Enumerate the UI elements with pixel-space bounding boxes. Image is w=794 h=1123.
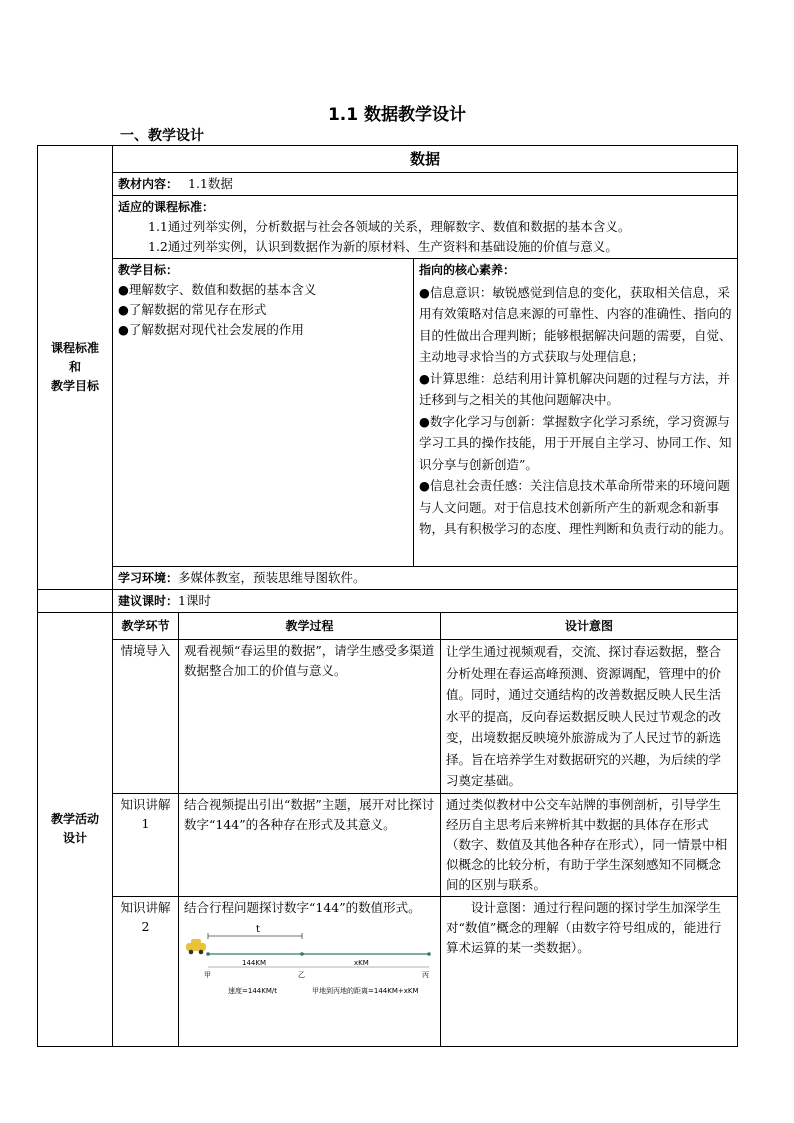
- goal-item: ●了解数据的常见存在形式: [118, 302, 267, 317]
- environment-row: 学习环境：多媒体教室，预装思维导图软件。: [113, 567, 738, 590]
- page-title: 1.1 数据教学设计: [327, 105, 467, 125]
- col-header-intent: 设计意图: [441, 613, 738, 640]
- col-header-stage: 教学环节: [113, 613, 179, 640]
- literacy-cell: 指向的核心素养： ●信息意识：敏锐感觉到信息的变化，获取相关信息，采用有效策略对信息来源的可靠性、内容的准确性、指向的目的性做出合理判断；能够根据解决问题的需要，自觉、主动地寻求恰当的方式获取与处理信息； ●计算思维：总结利用计算机解决问题的过程与方法，并迁移到与之相关的其他问题解决中。 ●数字化学习与创新：掌握数字化学习系统，学习资源与学习工具的操作技能，用于开展自主学习、协同工作、知识分享与创新创造”。 ●信息社会责任感：关注信息技术革命所带来的环境问题与人文问题。对于信息技术创新所产生的新观念和新事物，具有积极学习的态度、理性判断和负责行动的能力。: [414, 259, 738, 567]
- standard-item: 1.1通过列举实例，分析数据与社会各领域的关系，理解数字、数值和数据的基本含义。: [148, 219, 631, 234]
- literacy-item: ●信息社会责任感：关注信息技术革命所带来的环境问题与人文问题。对于信息技术创新所产生的新观念和新事物，具有积极学习的态度、理性判断和负责行动的能力。: [419, 478, 732, 536]
- distance-diagram: [184, 922, 434, 1000]
- diagram-point-c: 丙: [422, 970, 429, 979]
- diagram-speed: 速度=144KM/t: [228, 986, 277, 995]
- standards-row: 适应的课程标准： 1.1通过列举实例，分析数据与社会各领域的关系，理解数字、数值和数据的基本含义。 1.2通过列举实例，认识到数据作为新的原材料、生产资料和基础设施的价值与意义。: [113, 196, 738, 259]
- stage-cell: 情境导入: [113, 640, 179, 794]
- diagram-point-a: 甲: [204, 970, 211, 979]
- diagram-t-label: t: [256, 923, 260, 935]
- stage-cell: 知识讲解2: [113, 896, 179, 1046]
- literacy-item: ●信息意识：敏锐感觉到信息的变化，获取相关信息，采用有效策略对信息来源的可靠性、内容的准确性、指向的目的性做出合理判断；能够根据解决问题的需要，自觉、主动地寻求恰当的方式获取与处理信息；: [419, 284, 732, 364]
- stage-cell: 知识讲解1: [113, 793, 179, 896]
- goal-item: ●了解数据对现代社会发展的作用: [118, 322, 304, 337]
- literacy-item: ●计算思维：总结利用计算机解决问题的过程与方法，并迁移到与之相关的其他问题解决中。: [419, 370, 730, 407]
- process-cell: 结合行程问题探讨数字“144”的数值形式。 t 144KM xKM 甲 乙 丙 速度=144KM/t 甲地到丙地的距离=144KM+xKM: [179, 896, 441, 1046]
- diagram-distance: 甲地到丙地的距离=144KM+xKM: [312, 986, 419, 995]
- process-cell: 观看视频“春运里的数据”，请学生感受多渠道数据整合加工的价值与意义。: [179, 640, 441, 794]
- process-cell: 结合视频提出引出“数据”主题，展开对比探讨数字“144”的各种存在形式及其意义。: [179, 793, 441, 896]
- goal-item: ●理解数字、数值和数据的基本含义: [118, 282, 317, 297]
- intent-cell: 设计意图：通过行程问题的探讨学生加深学生对“数值”概念的理解（由数字符号组成的，能进行算术运算的某一类数据）。: [441, 896, 738, 1046]
- standard-item: 1.2通过列举实例，认识到数据作为新的原材料、生产资料和基础设施的价值与意义。: [148, 239, 618, 254]
- literacy-item: ●数字化学习与创新：掌握数字化学习系统，学习资源与学习工具的操作技能，用于开展自主学习、协同工作、知识分享与创新创造”。: [419, 413, 732, 472]
- section-heading: 一、教学设计: [120, 128, 204, 144]
- topic-heading: 数据: [113, 146, 738, 173]
- diagram-seg2: xKM: [354, 958, 369, 967]
- col-header-process: 教学过程: [179, 613, 441, 640]
- intent-cell: 通过类似教材中公交车站牌的事例剖析，引导学生经历自主思考后来辨析其中数据的具体存在形式（数字、数值及其他各种存在形式），同一情景中相似概念的比较分析，有助于学生深刻感知不同概念间的区别与联系。: [441, 793, 738, 896]
- goals-cell: 教学目标： ●理解数字、数值和数据的基本含义 ●了解数据的常见存在形式 ●了解数据对现代社会发展的作用: [113, 259, 414, 567]
- diagram-point-b: 乙: [298, 970, 305, 979]
- intent-cell: 让学生通过视频观看，交流、探讨春运数据，整合分析处理在春运高峰预测、资源调配，管理中的价值。同时，通过交通结构的改善数据反映人民生活水平的提高，反向春运数据反映人民过节观念的改变，出境数据反映境外旅游成为了人民过节的新选择。旨在培养学生对数据研究的兴趣，为后续的学习奠定基础。: [441, 640, 738, 794]
- diagram-seg1: 144KM: [242, 958, 266, 967]
- hours-row: 建议课时：1课时: [113, 590, 738, 613]
- label-activity-design: 教学活动 设计: [38, 613, 113, 1047]
- lesson-table: [37, 145, 738, 1047]
- label-standards-goals: 课程标准 和 教学目标: [38, 146, 113, 590]
- material-row: 教材内容： 1.1数据: [113, 173, 738, 196]
